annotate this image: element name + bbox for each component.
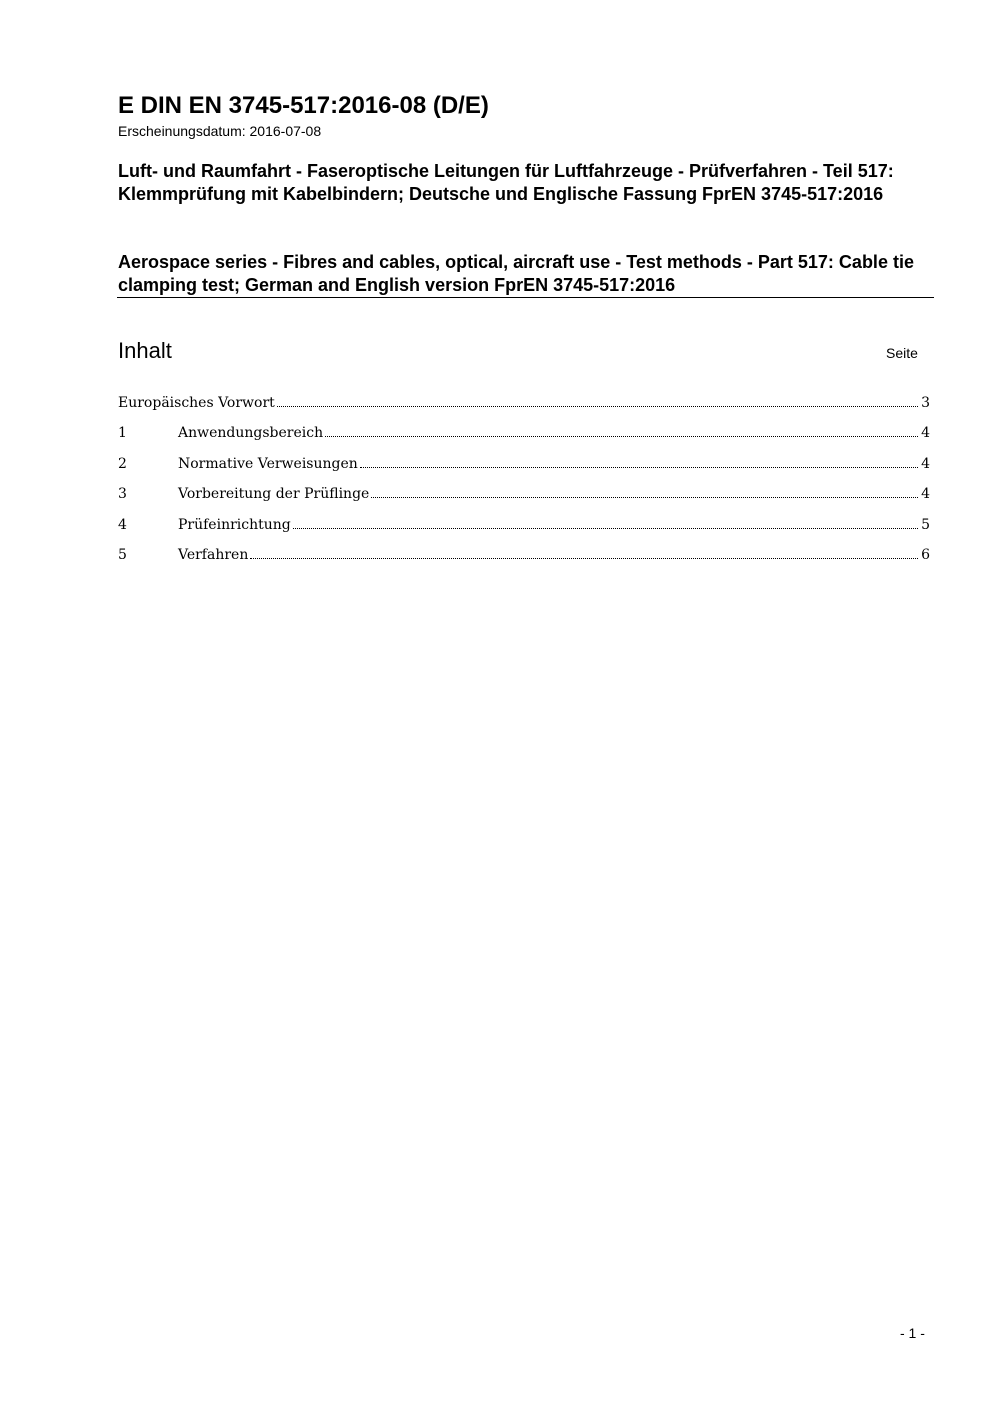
toc-entry-number: 5 — [118, 547, 127, 563]
toc-entry-2[interactable] — [118, 456, 930, 476]
toc-entry-3[interactable] — [118, 486, 930, 506]
toc-entry-text: Europäisches Vorwort — [118, 395, 275, 411]
toc-entry-foreword[interactable] — [118, 395, 930, 415]
toc-entry-page: 3 — [921, 395, 930, 411]
toc-entry-page: 4 — [921, 425, 930, 441]
toc-entry-page: 4 — [921, 486, 930, 502]
toc-dot-leader — [325, 426, 918, 437]
toc-dot-leader — [277, 396, 918, 407]
document-number: E DIN EN 3745-517:2016-08 (D/E) — [118, 92, 489, 119]
toc-entry-text: Vorbereitung der Prüflinge — [178, 486, 370, 502]
toc-entry-text: Prüfeinrichtung — [178, 517, 291, 533]
toc-heading: Inhalt — [118, 338, 172, 363]
toc-dot-leader — [360, 457, 918, 468]
toc-entry-4[interactable] — [118, 517, 930, 537]
toc-page-label: Seite — [886, 345, 918, 361]
toc-entry-number: 3 — [118, 486, 127, 502]
toc-entry-text: Normative Verweisungen — [178, 456, 358, 472]
page-number: - 1 - — [900, 1325, 925, 1341]
toc-entry-5[interactable] — [118, 547, 930, 567]
toc-dot-leader — [293, 518, 918, 529]
toc-entry-text: Anwendungsbereich — [178, 425, 324, 441]
title-german: Luft- und Raumfahrt - Faseroptische Leitungen für Luftfahrzeuge - Prüfverfahren - Teil 517: Klemmprüfung mit Kabelbindern; Deutsche und Englische Fassung FprEN 3745-517:2016 — [118, 161, 894, 204]
toc-dot-leader — [371, 487, 918, 498]
toc-entry-page: 6 — [921, 547, 930, 563]
toc-entry-1[interactable] — [118, 425, 930, 445]
toc-entry-page: 5 — [921, 517, 930, 533]
toc-dot-leader — [250, 548, 918, 559]
issue-date: Erscheinungsdatum: 2016-07-08 — [118, 123, 322, 139]
header-divider — [117, 297, 934, 298]
toc-entry-number: 4 — [118, 517, 127, 533]
toc-entry-number: 1 — [118, 425, 127, 441]
toc-entry-text: Verfahren — [178, 547, 249, 563]
toc-entry-number: 2 — [118, 456, 127, 472]
title-english: Aerospace series - Fibres and cables, optical, aircraft use - Test methods - Part 517: Cable tie clamping test; German and English version FprEN 3745-517:2016 — [118, 252, 914, 295]
toc-entry-page: 4 — [921, 456, 930, 472]
